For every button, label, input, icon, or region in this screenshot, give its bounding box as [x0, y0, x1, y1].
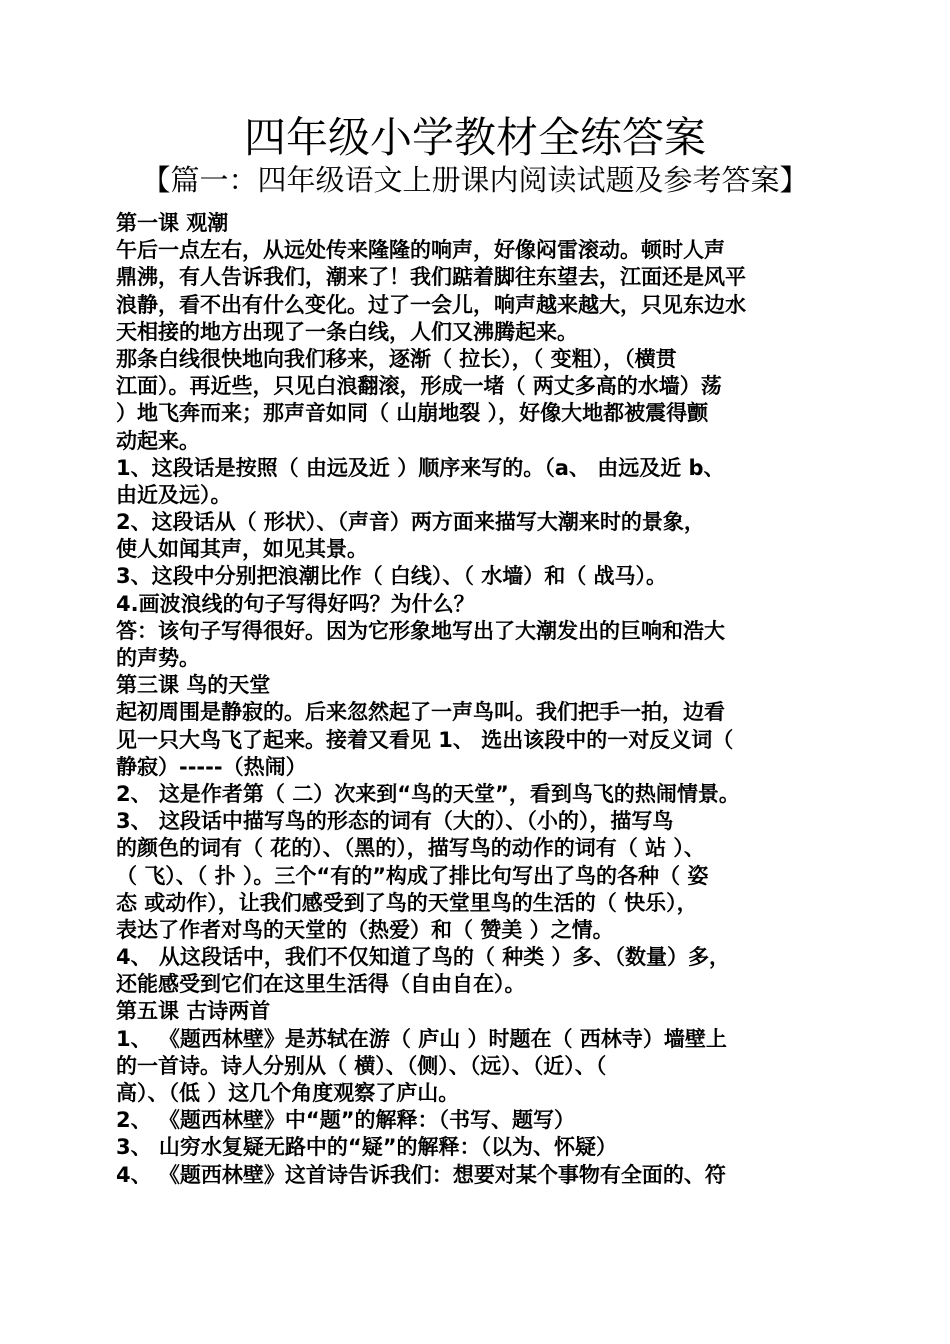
- text-line: 的声势。: [116, 646, 200, 670]
- text-line: 3、 这段话中描写鸟的形态的词有（大的）、（小的），描写鸟: [116, 809, 674, 834]
- document-body: [116, 210, 841, 1189]
- text-line: 2、 这是作者第（ 二）次来到“鸟的天堂”，看到鸟飞的热闹情景。: [116, 781, 740, 806]
- text-line: 使人如闻其声，如见其景。: [116, 537, 368, 562]
- text-line: 由近及远）。: [116, 482, 232, 507]
- text-line: （ 飞）、（ 扑 ）。三个“有的”构成了排比句写出了鸟的各种（ 姿: [116, 863, 709, 888]
- text-line: 1、这段话是按照（ 由远及近 ）顺序来写的。（a、 由远及近 b、: [116, 455, 725, 480]
- text-line: 的颜色的词有（ 花的）、（黑的），描写鸟的动作的词有（ 站 ）、: [116, 836, 705, 861]
- text-line: 那条白线很快地向我们移来，逐渐（ 拉长），（ 变粗），（横贯: [116, 346, 677, 371]
- text-line: 鼎沸，有人告诉我们，潮来了！我们踮着脚往东望去，江面还是风平: [116, 265, 746, 290]
- text-line: 2、 《题西林壁》中“题”的解释：（书写、题写）: [116, 1108, 576, 1133]
- text-line: 第一课 观潮: [116, 211, 229, 235]
- text-line: 静寂）-----（热闹）: [116, 754, 307, 779]
- document-title: 四年级小学教材全练答案: [243, 113, 706, 162]
- text-line: 4、 《题西林壁》这首诗告诉我们：想要对某个事物有全面的、符: [116, 1162, 726, 1187]
- text-line: 江面）。再近些，只见白浪翻滚，形成一堵（ 两丈多高的水墙）荡: [116, 374, 722, 399]
- text-line: 天相接的地方出现了一条白线，人们又沸腾起来。: [116, 319, 578, 344]
- text-line: 1、 《题西林壁》是苏轼在游（ 庐山 ）时题在（ 西林寺）墙壁上: [116, 1026, 727, 1051]
- text-line: 态 或动作），让我们感受到了鸟的天堂里鸟的生活的（ 快乐），: [116, 890, 698, 915]
- text-line: 2、这段话从（ 形状）、（声音）两方面来描写大潮来时的景象，: [116, 510, 705, 535]
- text-line: 第五课 古诗两首: [116, 999, 271, 1024]
- text-line: 3、 山穷水复疑无路中的“疑”的解释：（以为、怀疑）: [116, 1135, 618, 1160]
- text-line: 4.画波浪线的句子写得好吗？为什么？: [116, 591, 475, 616]
- text-line: 还能感受到它们在这里生活得（自由自在）。: [116, 972, 526, 997]
- text-line: ）地飞奔而来；那声音如同（ 山崩地裂 ），好像大地都被震得颤: [116, 401, 709, 426]
- text-line: 午后一点左右，从远处传来隆隆的响声，好像闷雷滚动。顿时人声: [116, 238, 725, 263]
- text-line: 4、 从这段话中，我们不仅知道了鸟的（ 种类 ）多、（数量）多，: [116, 945, 731, 970]
- text-line: 起初周围是静寂的。后来忽然起了一声鸟叫。我们把手一拍，边看: [116, 700, 725, 725]
- text-line: 浪静，看不出有什么变化。过了一会儿，响声越来越大，只见东边水: [116, 292, 746, 317]
- text-line: 3、这段中分别把浪潮比作（ 白线）、（ 水墙）和（ 战马）。: [116, 564, 668, 589]
- text-line: 高）、（低 ）这几个角度观察了庐山。: [116, 1081, 460, 1105]
- text-line: 的一首诗。诗人分别从（ 横）、（侧）、（远）、（近）、（: [116, 1053, 607, 1078]
- text-line: 表达了作者对鸟的天堂的（热爱）和（ 赞美 ）之情。: [116, 917, 614, 942]
- text-line: 答：该句子写得很好。因为它形象地写出了大潮发出的巨响和浩大: [116, 618, 725, 643]
- text-line: 见一只大鸟飞了起来。接着又看见 1、 选出该段中的一对反义词（: [116, 727, 734, 752]
- text-line: 动起来。: [116, 428, 200, 453]
- text-line: 第三课 鸟的天堂: [116, 673, 271, 698]
- document-subtitle: 【篇一：四年级语文上册课内阅读试题及参考答案】: [141, 163, 809, 197]
